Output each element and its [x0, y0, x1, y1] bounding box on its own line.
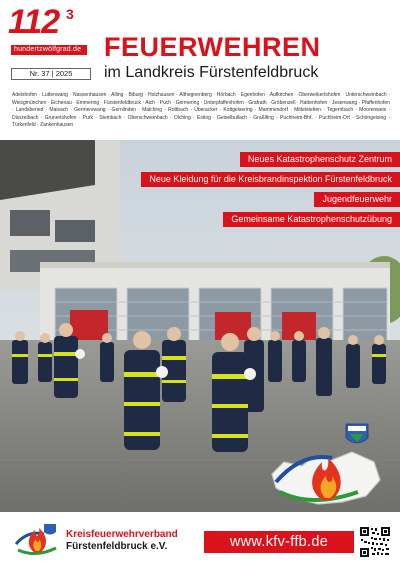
kfv-flame-logo[interactable]: [14, 522, 60, 556]
district-emblem: [262, 422, 392, 512]
topic-banner-neue-kleidung[interactable]: Neue Kleidung für die Kreisbrandinspektion Fürstenfeldbruck: [141, 172, 400, 187]
logo-url: hundertzwölfgrad.de: [11, 45, 87, 55]
topic-banner-jugendfeuerwehr[interactable]: Jugendfeuerwehr: [314, 192, 400, 207]
magazine-title: FEUERWEHREN: [104, 32, 321, 62]
town-list: Adelshofen · Luttenwang · Nassenhausen · Alling · Biburg · Holzhausen · Althegnenberg · Hörbach · Egenhofen · Aufkirchen · Oberweikertshofen · Unterschweinbach · Weisgmünchen · Eichenau · Emmering · Fürstenfeldbruck · Aich · Puch · Germering · Unterpfaffenhofen · Grafrath · Gröbenzell · Hattenhofen · Jesenwang · Pfaffenhofen · Landsberied · Maisach · Germerswang · Gernlinden · Malching · Rottbach · Überacker · Kottgeisering · Mammendorf · Mittelstetten · Tegernbach · Moorenweis · Dünzelbach · Grunertshofen · Purk · Steinbach · Oberschweinbach · Olching · Esting · Geiselbullach · Graßlfing · Puchheim-Bhf. · Puchheim-Ort · Schöngeising · Türkenfeld · Zankenhausen: [12, 92, 390, 129]
topic-banner-katastrophenschutz-zentrum[interactable]: Neues Katastrophenschutz Zentrum: [240, 152, 400, 167]
qr-code[interactable]: [360, 527, 390, 557]
logo-superscript: 3: [66, 6, 74, 22]
logo-112-grad[interactable]: [8, 3, 94, 56]
footer: [0, 512, 400, 565]
logo-number: 112: [8, 3, 60, 41]
org-name-line2: Fürstenfeldbruck e.V.: [66, 541, 168, 552]
topic-banner-katastrophenschutzuebung[interactable]: Gemeinsame Katastrophenschutzübung: [223, 212, 400, 227]
magazine-subtitle: im Landkreis Fürstenfeldbruck: [104, 64, 319, 81]
issue-number: Nr. 37 | 2025: [11, 68, 91, 80]
org-name-line1: Kreisfeuerwehrverband: [66, 529, 178, 540]
website-link[interactable]: www.kfv-ffb.de: [204, 531, 354, 553]
